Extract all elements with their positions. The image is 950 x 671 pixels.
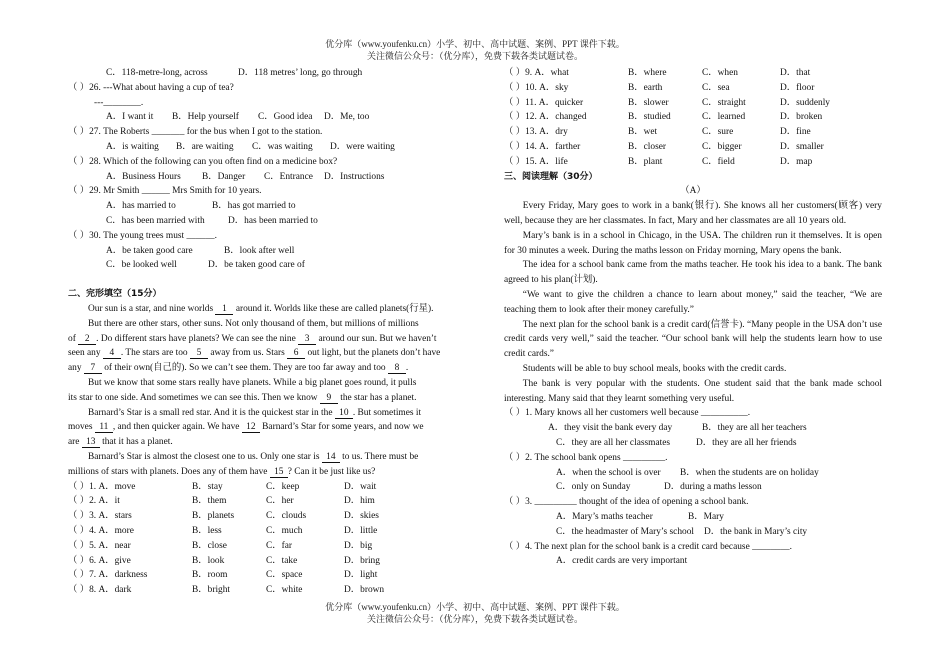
cloze-option-row (68, 568, 448, 583)
reading-section-title: 三、阅读理解（30分） (504, 171, 598, 182)
page-header (0, 38, 950, 62)
reading-q3-stem: （ ）3. _________ thought of the idea of opening a school bank. (504, 497, 749, 508)
cloze-option-row (68, 509, 448, 524)
cloze-option: （ ）1. A．move (68, 481, 136, 492)
cloze-blank-number: 1 (215, 303, 233, 315)
q29-option-d: D．has been married to (228, 215, 318, 226)
reading-q1-option-d: D．they are all her friends (696, 437, 797, 448)
cloze-option-row (504, 155, 882, 170)
cloze-option: （ ）14. A．farther (504, 141, 581, 152)
reading-q2-option-d: D．during a maths lesson (664, 482, 762, 493)
cloze-line (68, 435, 448, 450)
cloze-line (68, 361, 448, 376)
cloze-option: B．wet (628, 127, 658, 138)
passage-paragraph: Students will be able to buy school meals, books with the credit cards. (522, 363, 787, 374)
cloze-option: B．look (192, 555, 225, 566)
cloze-option-row (504, 81, 882, 96)
reading-q2-stem: （ ）2. The school bank opens _________. (504, 452, 668, 463)
cloze-option: （ ）8. A．dark (68, 585, 132, 596)
cloze-option: B．close (192, 540, 227, 551)
cloze-line (68, 376, 448, 391)
page-footer (0, 601, 950, 625)
passage-a-label: （A） (680, 186, 706, 197)
q25-option-c: C．118-metre-long, across (106, 68, 208, 78)
q27-option-c: C．was waiting (252, 141, 313, 152)
reading-q4-stem: （ ）4. The next plan for the school bank is a credit card because ________. (504, 541, 792, 552)
cloze-option: D．broken (780, 112, 823, 123)
cloze-option: D．suddenly (780, 97, 830, 108)
reading-q2-options-row-2 (504, 480, 882, 495)
cloze-line (68, 391, 448, 406)
cloze-option: B．earth (628, 82, 663, 93)
cloze-option-row (68, 494, 448, 509)
cloze-text: around our sun. But we haven’t (316, 333, 437, 344)
cloze-option: B．closer (628, 141, 667, 152)
cloze-blank-number: 5 (190, 347, 208, 359)
cloze-text: Our sun is a star, and nine worlds (88, 303, 216, 314)
cloze-option: C．space (266, 570, 303, 581)
cloze-blank-number: 11 (95, 421, 113, 433)
cloze-option: B．studied (628, 112, 671, 123)
q30-option-d: D．be taken good care of (208, 260, 305, 271)
cloze-line (68, 332, 448, 347)
reading-q4-option-a: A．credit cards are very important (556, 556, 688, 567)
reading-q3-option-a: A．Mary’s maths teacher (556, 511, 653, 522)
q30-options-row-1 (68, 244, 448, 259)
reading-q3-option-b: B．Mary (688, 511, 724, 522)
cloze-option: C．take (266, 555, 298, 566)
q26-option-c: C．Good idea (258, 112, 313, 123)
reading-passage (504, 199, 882, 406)
q30-stem: （ ）30. The young trees must ______. (68, 230, 217, 241)
cloze-option: C．sure (702, 127, 734, 138)
cloze-option-row (504, 125, 882, 140)
q26-stem: （ ）26. ---What about having a cup of tea? (68, 82, 234, 93)
cloze-blank-number: 13 (82, 436, 100, 448)
cloze-option: （ ）10. A．sky (504, 82, 569, 93)
reading-q2-option-b: B．when the students are on holiday (680, 467, 819, 478)
cloze-option: B．stay (192, 481, 223, 492)
cloze-option: D．him (344, 496, 375, 507)
cloze-option: （ ）13. A．dry (504, 127, 568, 138)
cloze-option-row (68, 554, 448, 569)
cloze-text: . The stars are too (120, 348, 190, 359)
cloze-text: . (405, 363, 409, 374)
cloze-option-row (68, 480, 448, 495)
cloze-blank-number: 9 (320, 392, 338, 404)
cloze-blank-number: 2 (78, 333, 96, 345)
reading-q1-options-row-2 (504, 436, 882, 451)
reading-q3-option-d: D．the bank in Mary’s city (704, 526, 808, 537)
q29-stem: （ ）29. Mr Smith ______ Mrs Smith for 10 years. (68, 186, 262, 197)
footer-line-1: 优分库（www.youfenku.cn）小学、初中、高中试题、案例、PPT 课件下载。 (325, 602, 625, 612)
cloze-option: D．light (344, 570, 378, 581)
cloze-option: D．little (344, 525, 378, 536)
reading-q1-option-c: C．they are all her classmates (556, 437, 671, 448)
cloze-option: D．wait (344, 481, 377, 492)
q28-option-b: B．Danger (202, 171, 246, 182)
cloze-blank-number: 12 (242, 421, 260, 433)
q28-options-row (68, 170, 448, 185)
q27-options-row (68, 140, 448, 155)
cloze-option: B．plant (628, 156, 663, 167)
cloze-text: of (68, 333, 79, 344)
cloze-text: moves (68, 422, 95, 433)
cloze-section-title: 二、完形填空（15分） (68, 289, 162, 300)
cloze-text: millions of stars with planets. Does any of them have (68, 466, 270, 477)
reading-q3-options-row-1 (504, 510, 882, 525)
cloze-option: D．smaller (780, 141, 824, 152)
cloze-option: D．that (780, 68, 811, 78)
cloze-option: （ ）11. A．quicker (504, 97, 584, 108)
q28-option-d: D．Instructions (324, 171, 385, 182)
q28-option-c: C．Entrance (264, 171, 313, 182)
q26-response: ---________. (94, 97, 144, 108)
header-line-2: 关注微信公众号：（优分库），免费下载各类试题试卷。 (366, 51, 583, 61)
cloze-text: away from us. Stars (207, 348, 288, 359)
cloze-option: B．less (192, 525, 222, 536)
cloze-blank-number: 10 (335, 407, 353, 419)
reading-q4-options-row-1 (504, 554, 882, 569)
cloze-option: D．brown (344, 585, 385, 596)
cloze-option: B．bright (192, 585, 231, 596)
reading-q1-stem: （ ）1. Mary knows all her customers well because __________. (504, 408, 751, 419)
cloze-text: ? Can it be just like us? (287, 466, 376, 477)
passage-paragraph: The idea for a school bank came from the maths teacher. He took his idea to a bank. The bank agreed to his plan(计划). (504, 260, 882, 286)
q25-options-row (68, 66, 448, 81)
cloze-line (68, 420, 448, 435)
q27-stem: （ ）27. The Roberts _______ for the bus when I got to the station. (68, 127, 323, 138)
cloze-option-row (504, 110, 882, 125)
cloze-option: C．straight (702, 97, 746, 108)
cloze-option-row (504, 66, 882, 81)
reading-q1-options-row-1 (504, 421, 882, 436)
cloze-text: . But sometimes it (352, 407, 422, 418)
q28-stem: （ ）28. Which of the following can you often find on a medicine box? (68, 156, 338, 167)
header-line-1: 优分库（www.youfenku.cn）小学、初中、高中试题、案例、PPT 课件下载。 (325, 39, 625, 49)
cloze-text: Barnard’s Star is a small red star. And it is the quickest star in the (88, 407, 335, 418)
cloze-passage (68, 302, 448, 480)
q26-option-b: B．Help yourself (172, 112, 239, 123)
cloze-option: （ ）6. A．give (68, 555, 131, 566)
q25-option-d: D．118 metres’ long, go through (238, 68, 363, 78)
reading-q2-options-row-1 (504, 466, 882, 481)
q29-options-row-2 (68, 214, 448, 229)
cloze-blank-number: 4 (103, 347, 121, 359)
reading-q1-option-a: A．they visit the bank every day (548, 423, 673, 434)
cloze-option: （ ）7. A．darkness (68, 570, 148, 581)
cloze-text: out light, but the planets don’t have (305, 348, 441, 359)
footer-line-2: 关注微信公众号：（优分库），免费下载各类试题试卷。 (366, 614, 583, 624)
cloze-text: its star to one side. And sometimes we can see this. Then we know (68, 392, 320, 403)
reading-q2-option-c: C．only on Sunday (556, 482, 631, 493)
cloze-option: D．fine (780, 127, 811, 138)
cloze-blank-number: 15 (270, 466, 288, 478)
cloze-option: C．when (702, 68, 738, 78)
cloze-options-right (504, 66, 882, 170)
right-column (504, 66, 882, 569)
cloze-option: B．room (192, 570, 228, 581)
cloze-option: D．big (344, 540, 373, 551)
cloze-text: . Do different stars have planets? We can see the nine (96, 333, 299, 344)
cloze-option: （ ）12. A．changed (504, 112, 587, 123)
q27-option-a: A．is waiting (106, 141, 159, 152)
q29-option-c: C．has been married with (106, 215, 205, 226)
cloze-text: seen any (68, 348, 103, 359)
cloze-blank-number: 7 (84, 362, 102, 374)
cloze-option: D．map (780, 156, 813, 167)
cloze-text: Barnard’s Star for some years, and now we (259, 422, 424, 433)
cloze-option: B．slower (628, 97, 669, 108)
cloze-text: Barnard’s Star is almost the closest one to us. Only one star is (88, 451, 322, 462)
cloze-line (68, 302, 448, 317)
cloze-option: （ ）9. A．what (504, 68, 569, 78)
cloze-option: B．where (628, 68, 667, 78)
cloze-option: C．bigger (702, 141, 742, 152)
cloze-option: D．skies (344, 511, 379, 522)
cloze-line (68, 450, 448, 465)
passage-paragraph: The bank is very popular with the students. One student said that the bank made school interesting. Many said that they learnt something very useful. (504, 378, 882, 404)
cloze-option-row (504, 96, 882, 111)
cloze-option: D．bring (344, 555, 380, 566)
reading-q1-option-b: B．they are all her teachers (702, 423, 807, 434)
left-column (68, 66, 448, 598)
q28-option-a: A．Business Hours (106, 171, 181, 182)
q27-option-b: B．are waiting (176, 141, 234, 152)
q30-option-b: B．look after well (224, 245, 295, 256)
cloze-option-row (68, 583, 448, 598)
cloze-text: to us. There must be (339, 451, 419, 462)
cloze-option: C．sea (702, 82, 730, 93)
q26-options-row (68, 110, 448, 125)
cloze-text: are (68, 437, 82, 448)
cloze-text: But we know that some stars really have planets. While a big planet goes round, it pulls (88, 377, 417, 388)
reading-q3-option-c: C．the headmaster of Mary’s school (556, 526, 694, 537)
cloze-option: D．floor (780, 82, 815, 93)
cloze-blank-number: 14 (322, 451, 340, 463)
cloze-option: B．them (192, 496, 227, 507)
cloze-line (68, 317, 448, 332)
cloze-line (68, 406, 448, 421)
reading-q2-option-a: A．when the school is over (556, 467, 661, 478)
q29-option-b: B．has got married to (212, 201, 296, 212)
q30-options-row-2 (68, 258, 448, 273)
cloze-option: C．learned (702, 112, 746, 123)
passage-paragraph: The next plan for the school bank is a credit card(信誉卡). “Many people in the USA don’t use credit cards very well,” said the teacher. “Our school bank will help the students learn how to use credit cards.” (504, 319, 882, 360)
cloze-blank-number: 6 (287, 347, 305, 359)
cloze-text: of their own(自己的). So we can’t see them. They are too far away and too (101, 363, 388, 374)
cloze-text: the star has a planet. (337, 392, 417, 403)
cloze-text: around it. Worlds like these are called planets(行星). (233, 303, 434, 314)
cloze-text: any (68, 363, 84, 374)
cloze-text: But there are other stars, other suns. Not only thousand of them, but millions of millions (88, 318, 419, 329)
cloze-option: C．clouds (266, 511, 307, 522)
cloze-line (68, 465, 448, 480)
cloze-option: （ ）3. A．stars (68, 511, 132, 522)
q30-option-a: A．be taken good care (106, 245, 193, 256)
passage-paragraph: Every Friday, Mary goes to work in a bank(银行). She knows all her customers(顾客) very well, because they are her classmates. In fact, Mary and her classmates are all 10 years old. (504, 201, 882, 226)
cloze-option-row (68, 524, 448, 539)
cloze-option: C．much (266, 525, 303, 536)
q26-option-d: D．Me, too (324, 112, 370, 123)
cloze-line (68, 346, 448, 361)
passage-paragraph: Mary’s bank is in a school in Chicago, in the USA. The children run it themselves. It is open for 30 minutes a week. During the maths lesson on Friday morning, Mary opens the bank. (504, 230, 882, 256)
cloze-option: C．keep (266, 481, 300, 492)
cloze-option: C．field (702, 156, 735, 167)
cloze-option: C．white (266, 585, 303, 596)
q27-option-d: D．were waiting (330, 141, 395, 152)
cloze-option: （ ）4. A．more (68, 525, 134, 536)
q26-option-a: A．I want it (106, 112, 154, 123)
cloze-blank-number: 3 (298, 333, 316, 345)
reading-q3-options-row-2 (504, 525, 882, 540)
cloze-option: C．her (266, 496, 294, 507)
cloze-option: （ ）2. A．it (68, 496, 120, 507)
q29-option-a: A．has married to (106, 201, 176, 212)
passage-paragraph: “We want to give the children a chance to learn about money,” said the teacher, “We are teaching them to look after their money carefully.” (504, 289, 882, 315)
cloze-option: B．planets (192, 511, 235, 522)
cloze-text: that it has a planet. (99, 437, 173, 448)
q29-options-row-1 (68, 199, 448, 214)
cloze-text: , and then quicker again. We have (112, 422, 242, 433)
cloze-blank-number: 8 (388, 362, 406, 374)
cloze-option: C．far (266, 540, 293, 551)
cloze-option: （ ）15. A．life (504, 156, 568, 167)
cloze-options-left (68, 480, 448, 598)
cloze-option-row (68, 539, 448, 554)
cloze-option-row (504, 140, 882, 155)
q30-option-c: C．be looked well (106, 260, 177, 271)
cloze-option: （ ）5. A．near (68, 540, 131, 551)
